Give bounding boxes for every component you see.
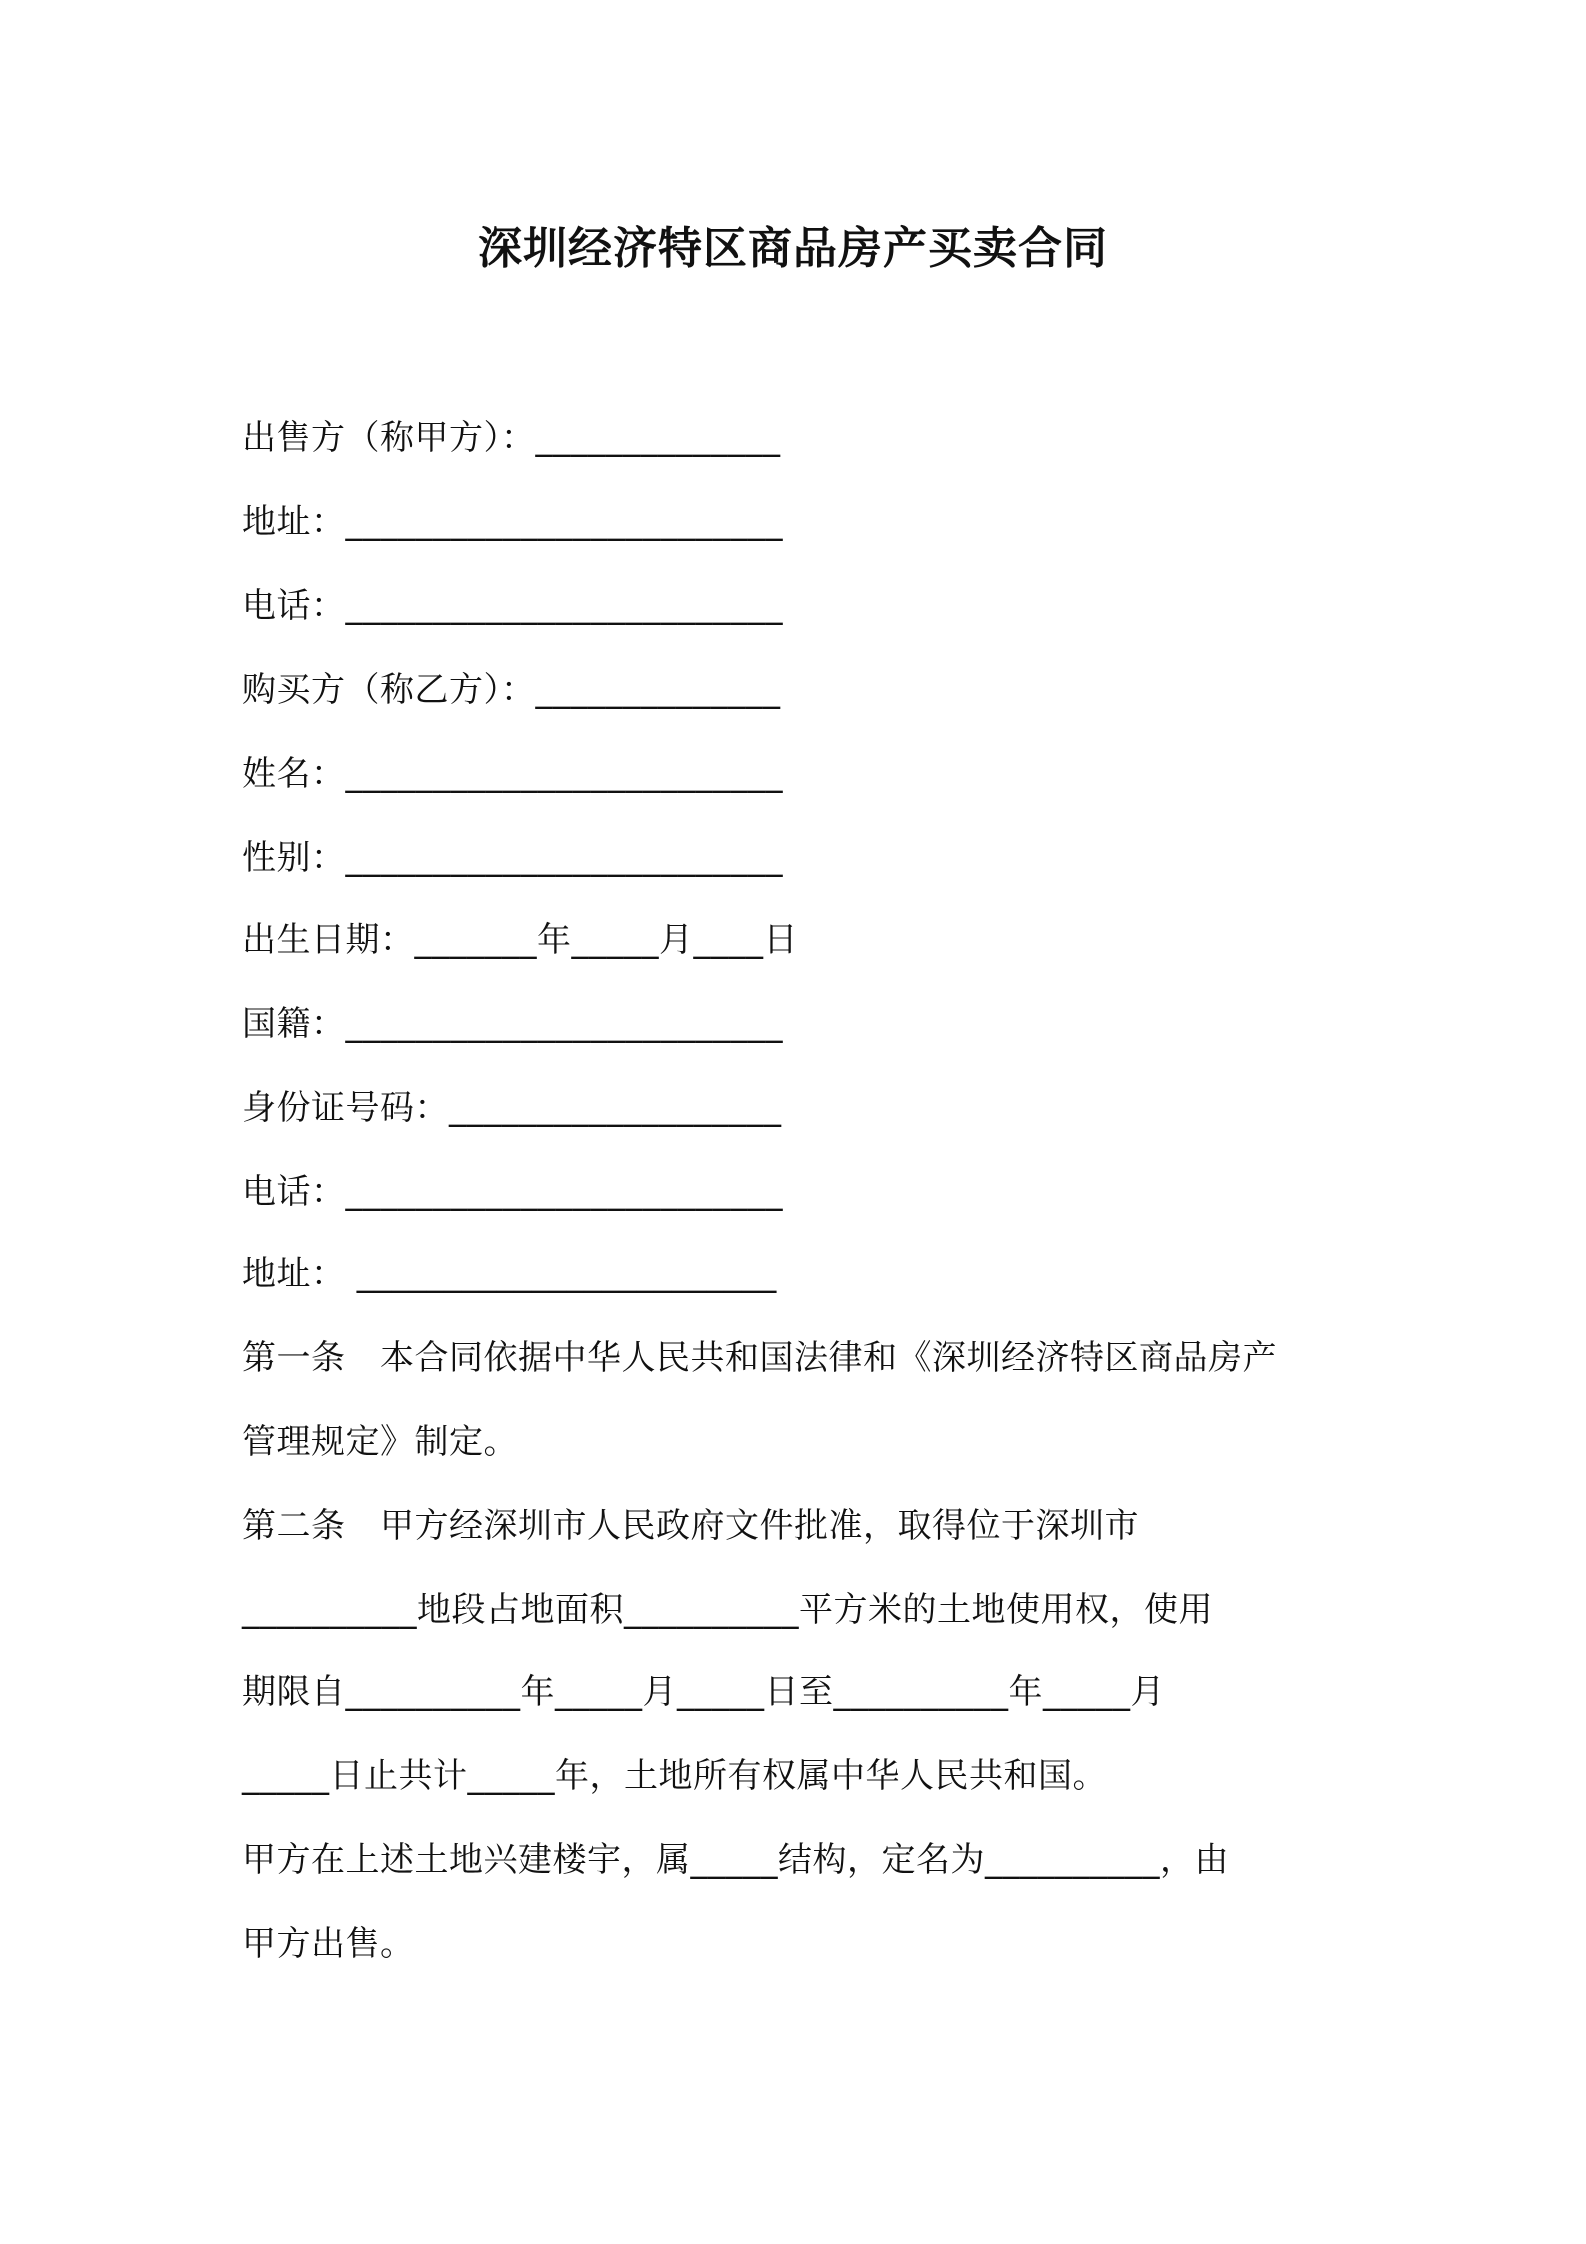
article-2-line-5: 甲方在上述土地兴建楼宇，属_____结构，定名为__________，由 [242,1840,1229,1880]
article-2-line-4: _____日止共计_____年，土地所有权属中华人民共和国。 [242,1756,1107,1796]
document-title: 深圳经济特区商品房产买卖合同 [478,223,1108,274]
buyer-birthdate-field: 出生日期：_______年_____月____日 [242,920,798,960]
buyer-field: 购买方（称乙方）：______________ [242,670,781,710]
article-2-line-6: 甲方出售。 [242,1924,415,1964]
article-2-line-3: 期限自__________年_____月_____日至__________年_____月 [242,1672,1165,1712]
article-2-line-1: 第二条 甲方经深圳市人民政府文件批准，取得位于深圳市 [242,1506,1139,1546]
article-2-line-2: __________地段占地面积__________平方米的土地使用权，使用 [242,1590,1213,1630]
article-1-line-1: 第一条 本合同依据中华人民共和国法律和《深圳经济特区商品房产 [242,1338,1277,1378]
article-1-line-2: 管理规定》制定。 [242,1422,518,1462]
seller-address-field: 地址：_________________________ [242,502,783,542]
buyer-phone-field: 电话：_________________________ [242,1172,783,1212]
buyer-address-field: 地址： ________________________ [242,1254,777,1294]
buyer-nationality-field: 国籍：_________________________ [242,1004,783,1044]
buyer-id-number-field: 身份证号码：___________________ [242,1088,782,1128]
seller-phone-field: 电话：_________________________ [242,586,783,626]
seller-field: 出售方（称甲方）：______________ [242,418,781,458]
buyer-name-field: 姓名：_________________________ [242,754,783,794]
buyer-gender-field: 性别：_________________________ [242,838,783,878]
